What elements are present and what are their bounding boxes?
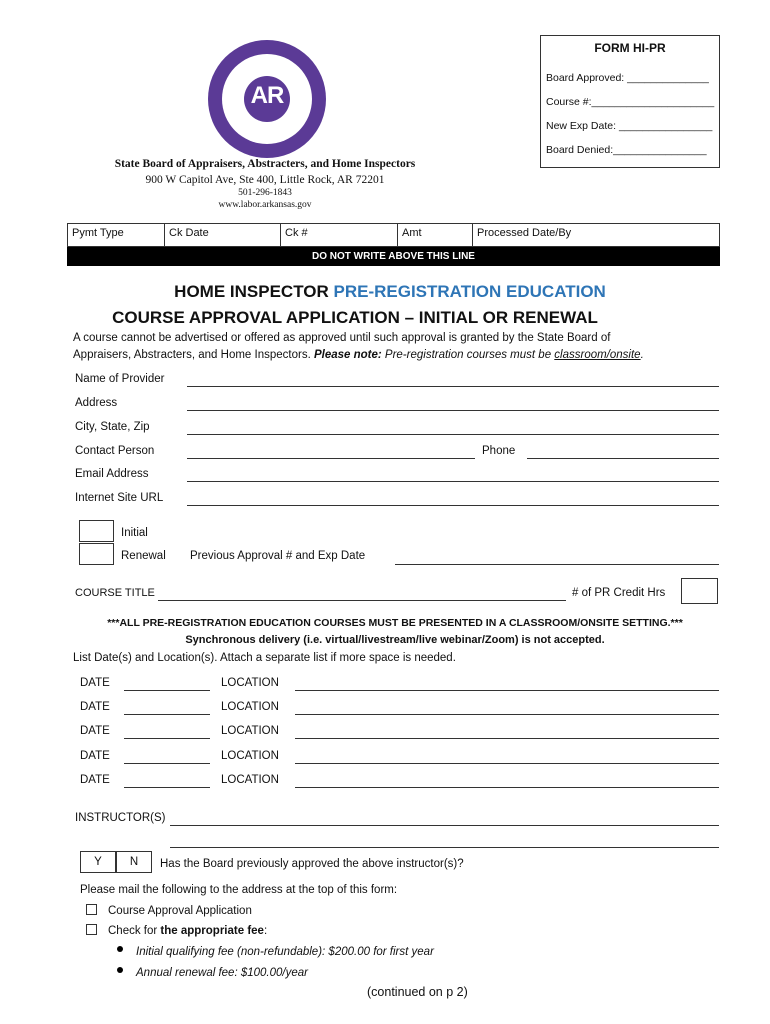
fee-item-bold: the appropriate fee	[160, 925, 264, 937]
contact-person-input[interactable]	[187, 458, 475, 459]
title-black-part: HOME INSPECTOR	[174, 282, 334, 301]
office-use-box	[540, 35, 720, 168]
fee-item	[108, 925, 267, 937]
phone-input[interactable]	[527, 458, 719, 459]
credit-hrs-input[interactable]	[681, 578, 718, 604]
date-input-4[interactable]	[124, 763, 210, 764]
course-number-field[interactable]: Course #:_____________________	[546, 96, 715, 108]
initial-checkbox[interactable]	[79, 520, 114, 542]
intro-note-underline: classroom/onsite	[554, 349, 641, 361]
location-input-3[interactable]	[295, 738, 719, 739]
course-title-input[interactable]	[158, 600, 566, 601]
seal-ar-text: AR	[250, 82, 284, 109]
instructors-input-2[interactable]	[170, 847, 719, 848]
location-label-3: LOCATION	[221, 725, 279, 737]
city-state-zip-label: City, State, Zip	[75, 421, 150, 433]
list-dates-instruction: List Date(s) and Location(s). Attach a separate list if more space is needed.	[73, 652, 456, 664]
intro-line-2	[73, 349, 644, 361]
board-approved-field[interactable]: Board Approved: ______________	[546, 72, 709, 84]
date-label-3: DATE	[80, 725, 110, 737]
email-input[interactable]	[187, 481, 719, 482]
renewal-fee-text: Annual renewal fee: $100.00/year	[136, 967, 308, 979]
board-denied-field[interactable]: Board Denied:________________	[546, 144, 707, 156]
fee-checkbox[interactable]	[86, 924, 97, 935]
col-ck-date[interactable]: Ck Date	[165, 224, 281, 246]
website-label: Internet Site URL	[75, 492, 164, 504]
intro-note-end: .	[640, 349, 644, 361]
date-input-5[interactable]	[124, 787, 210, 788]
instructors-label: INSTRUCTOR(S)	[75, 812, 166, 824]
intro-line-1: A course cannot be advertised or offered as approved until such approval is granted by the State Board of	[73, 332, 611, 344]
address-label: Address	[75, 397, 118, 409]
renewal-label: Renewal	[121, 550, 166, 562]
initial-fee-text: Initial qualifying fee (non-refundable): $200.00 for first year	[136, 946, 434, 958]
date-label-1: DATE	[80, 677, 110, 689]
synchronous-notice: Synchronous delivery (i.e. virtual/livestream/live webinar/Zoom) is not accepted.	[185, 634, 605, 646]
location-label-4: LOCATION	[221, 750, 279, 762]
continued-note: (continued on p 2)	[367, 985, 468, 999]
previous-approval-label: Previous Approval # and Exp Date	[190, 550, 366, 562]
do-not-write-banner: DO NOT WRITE ABOVE THIS LINE	[67, 247, 720, 266]
agency-seal-icon	[208, 40, 326, 158]
col-pymt-type[interactable]: Pymt Type	[68, 224, 165, 246]
website-input[interactable]	[187, 505, 719, 506]
date-input-1[interactable]	[124, 690, 210, 691]
location-label-1: LOCATION	[221, 677, 279, 689]
city-state-zip-input[interactable]	[187, 434, 719, 435]
email-label: Email Address	[75, 468, 149, 480]
provider-label: Name of Provider	[75, 373, 165, 385]
previous-approval-input[interactable]	[395, 564, 719, 565]
col-ck-number[interactable]: Ck #	[281, 224, 398, 246]
intro-note-label: Please note:	[313, 349, 382, 361]
instructor-question: Has the Board previously approved the above instructor(s)?	[160, 858, 464, 870]
title-blue-part: PRE-REGISTRATION EDUCATION	[333, 282, 606, 301]
page-subtitle: COURSE APPROVAL APPLICATION – INITIAL OR RENEWAL	[112, 308, 598, 327]
location-input-2[interactable]	[295, 714, 719, 715]
intro-note-text: Pre-registration courses must be	[381, 349, 555, 361]
date-input-2[interactable]	[124, 714, 210, 715]
date-label-2: DATE	[80, 701, 110, 713]
application-checkbox[interactable]	[86, 904, 97, 915]
course-title-label: COURSE TITLE	[75, 587, 155, 599]
fee-item-end: :	[263, 925, 268, 937]
contact-person-label: Contact Person	[75, 445, 155, 457]
payment-table	[67, 223, 720, 247]
agency-website: www.labor.arkansas.gov	[218, 200, 312, 210]
location-input-4[interactable]	[295, 763, 719, 764]
form-id: FORM HI-PR	[594, 41, 666, 55]
location-input-5[interactable]	[295, 787, 719, 788]
col-processed[interactable]: Processed Date/By	[477, 227, 572, 239]
agency-phone: 501-296-1843	[238, 188, 292, 198]
bullet-icon	[117, 967, 123, 973]
date-label-4: DATE	[80, 750, 110, 762]
application-item: Course Approval Application	[108, 905, 252, 917]
new-exp-date-field[interactable]: New Exp Date: ________________	[546, 120, 713, 132]
intro-plain: Appraisers, Abstracters, and Home Inspectors.	[73, 349, 314, 361]
classroom-notice: ***ALL PRE-REGISTRATION EDUCATION COURSES MUST BE PRESENTED IN A CLASSROOM/ONSITE SETTING.***	[107, 617, 683, 629]
instructor-yes-box[interactable]: Y	[80, 851, 116, 873]
location-input-1[interactable]	[295, 690, 719, 691]
provider-input[interactable]	[187, 386, 719, 387]
credit-hrs-label: # of PR Credit Hrs	[572, 587, 666, 599]
agency-address: 900 W Capitol Ave, Ste 400, Little Rock, AR 72201	[145, 174, 385, 186]
address-input[interactable]	[187, 410, 719, 411]
agency-name: State Board of Appraisers, Abstracters, and Home Inspectors	[114, 158, 416, 170]
seal-inner-ring	[222, 54, 312, 144]
renewal-checkbox[interactable]	[79, 543, 114, 565]
date-input-3[interactable]	[124, 738, 210, 739]
date-label-5: DATE	[80, 774, 110, 786]
fee-item-plain: Check for	[108, 925, 161, 937]
page-title	[0, 282, 770, 302]
instructors-input-1[interactable]	[170, 825, 719, 826]
location-label-5: LOCATION	[221, 774, 279, 786]
location-label-2: LOCATION	[221, 701, 279, 713]
bullet-icon	[117, 946, 123, 952]
phone-label: Phone	[482, 445, 516, 457]
col-amt[interactable]: Amt	[398, 224, 473, 246]
mail-intro: Please mail the following to the address at the top of this form:	[80, 884, 398, 896]
initial-label: Initial	[121, 527, 148, 539]
instructor-no-box[interactable]: N	[116, 851, 152, 873]
